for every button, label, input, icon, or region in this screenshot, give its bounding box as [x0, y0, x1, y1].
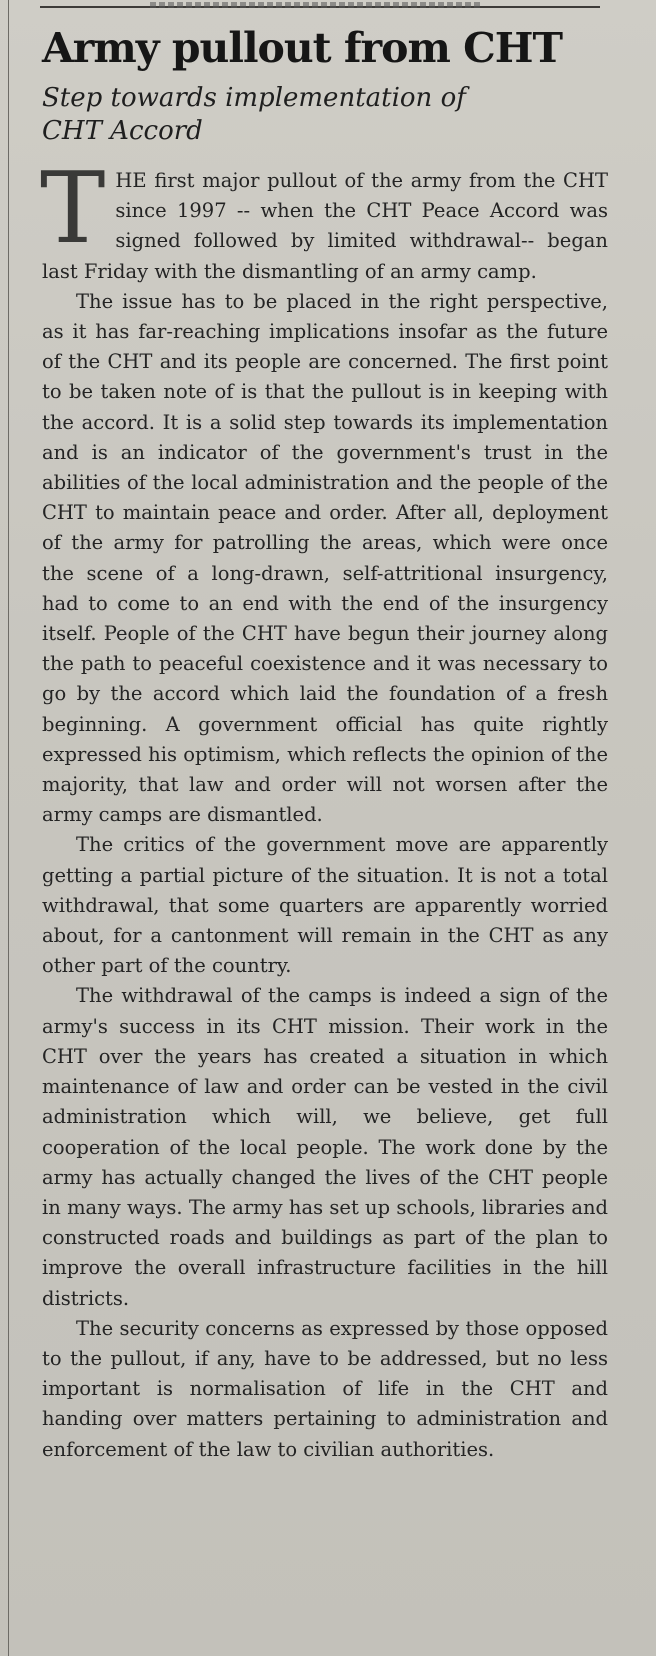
article-body — [40, 152, 608, 1465]
cut-off-header-text — [150, 2, 480, 8]
paragraph: The security concerns as expressed by those opposed to the pullout, if any, have to be addressed, but no less important is normalisation of life in the CHT and handing over matters pertaining to administration and enforcement of the law to civilian authorities. — [42, 1316, 608, 1461]
column-border — [8, 0, 9, 1656]
paragraph-text: HE first major pullout of the army from the CHT since 1997 -- when the CHT Peace Accord was signed followed by limited withdrawal-- began last Friday with the dismantling of an army camp. — [42, 169, 608, 283]
drop-cap: T — [40, 152, 106, 266]
paragraph: The issue has to be placed in the right perspective, as it has far-reaching implications insofar as the future of the CHT and its people are concerned. The first point to be taken note of is that the pullout is in keeping with the accord. It is a solid step towards its implementation and is an indicator of the government's trust in the abilities of the local administration and the people of the CHT to maintain peace and order. After all, deployment of the army for patrolling the areas, which were once the scene of a long-drawn, self-attritional insurgency, had to come to an end with the end of the insurgency itself. People of the CHT have begun their journey along the path to peaceful coexistence and it was necessary to go by the accord which laid the foundation of a fresh beginning. A government official has quite rightly expressed his optimism, which reflects the opinion of the majority, that law and order will not worsen after the army camps are dismantled. — [42, 289, 608, 827]
headline: Army pullout from CHT — [42, 24, 563, 72]
subheadline: Step towards implementation of CHT Accord — [42, 83, 466, 146]
paragraph — [40, 152, 608, 287]
top-rule — [40, 6, 600, 8]
editorial-article — [42, 24, 608, 1465]
paragraph: The critics of the government move are apparently getting a partial picture of the situation. It is not a total withdrawal, that some quarters are apparently worried about, for a cantonment will remain in the CHT as any other part of the country. — [42, 833, 608, 978]
paragraph: The withdrawal of the camps is indeed a sign of the army's success in its CHT mission. Their work in the CHT over the years has created a situation in which maintenance of law and order can be vested in the civil administration which will, we believe, get full cooperation of the local people. The work done by the army has actually changed the lives of the CHT people in many ways. The army has set up schools, libraries and constructed roads and buildings as part of the plan to improve the overall infrastructure facilities in the hill districts. — [42, 984, 608, 1310]
